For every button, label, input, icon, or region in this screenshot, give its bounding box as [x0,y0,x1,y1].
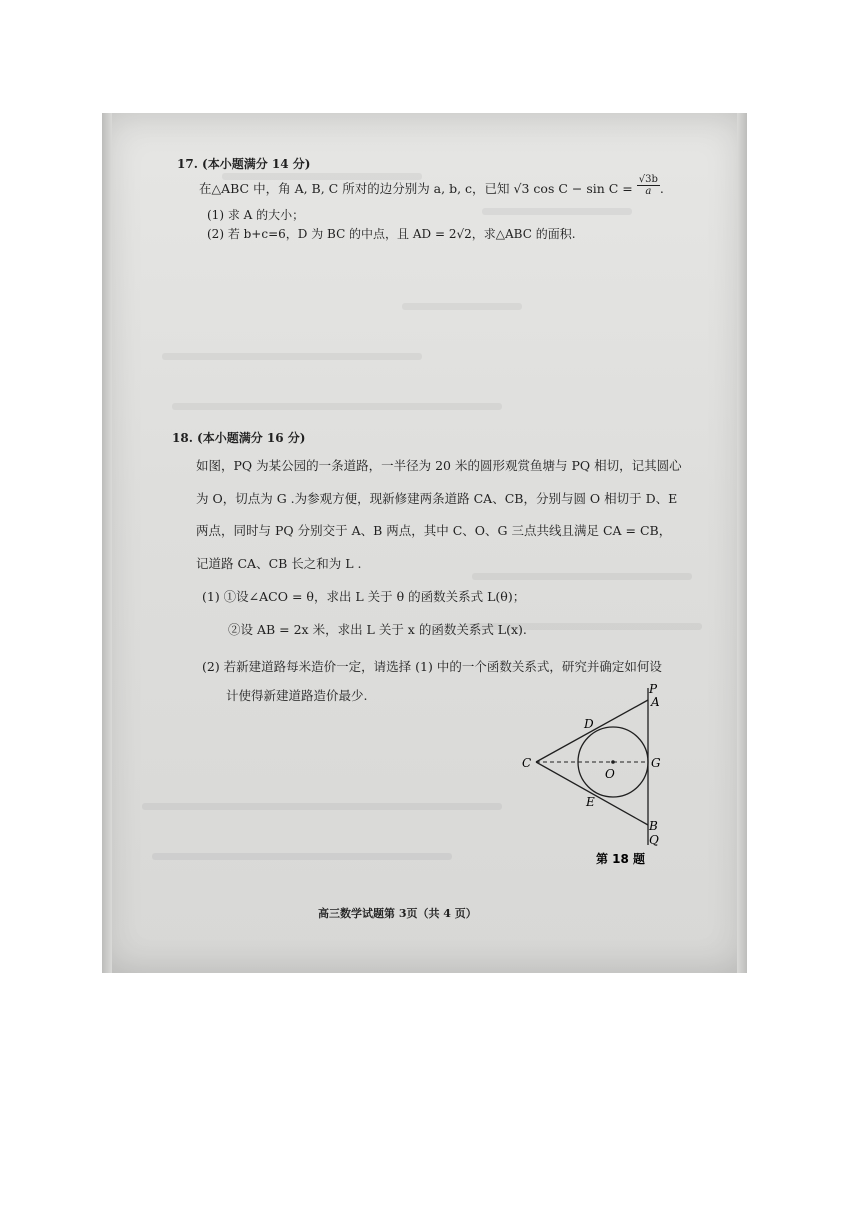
bleed-through [472,573,692,580]
center-point-o [611,760,615,764]
label-d: D [584,717,594,731]
bleed-through [172,403,502,410]
problem-17-q1: (1) 求 A 的大小； [207,208,305,222]
problem-18-q2-cont: 计使得新建道路造价最少. [226,688,368,703]
fraction-denominator: a [645,186,652,197]
label-e: E [586,795,595,809]
bleed-through [482,208,632,215]
problem-17-stem-text: 在△ABC 中，角 A, B, C 所对的边分别为 a, b, c，已知 [199,181,510,196]
bleed-through [152,853,452,860]
label-q: Q [649,833,659,847]
figure-18 [518,680,668,870]
problem-17-formula: √3 cos C − sin C = [513,181,637,196]
bleed-through [162,353,422,360]
stem-period: . [659,181,664,196]
label-o: O [605,767,615,781]
problem-18-q2: (2) 若新建道路每米造价一定，请选择 (1) 中的一个函数关系式，研究并确定如何设 [202,659,662,674]
bleed-through [402,303,522,310]
road-cb [536,762,648,825]
page-footer: 高三数学试题第 3页（共 4 页） [318,907,477,920]
figure-caption: 第 18 题 [596,852,646,866]
road-ca [536,700,648,762]
page-shadow-right [737,113,747,973]
label-p: P [649,682,658,696]
problem-18-q1a: (1) ①设∠ACO = θ，求出 L 关于 θ 的函数关系式 L(θ)； [202,589,526,604]
geometry-diagram [518,680,668,870]
problem-18-line-3: 两点，同时与 PQ 分别交于 A、B 两点，其中 C、O、G 三点共线且满足 CA = CB， [196,523,672,538]
label-a: A [651,695,660,709]
label-c: C [522,756,532,770]
bleed-through [142,803,502,810]
label-g: G [651,756,661,770]
problem-18-line-2: 为 O，切点为 G .为参观方便，现新修建两条道路 CA、CB，分别与圆 O 相切于 D、E [196,491,678,506]
problem-17-stem [199,174,664,197]
bleed-through [222,173,422,180]
fraction [637,174,660,197]
problem-18-header: 18. (本小题满分 16 分) [172,431,306,445]
problem-18-q1b: ②设 AB = 2x 米，求出 L 关于 x 的函数关系式 L(x). [228,622,527,637]
problem-17-header: 17. (本小题满分 14 分) [177,157,311,171]
label-b: B [649,819,658,833]
problem-18-line-1: 如图，PQ 为某公园的一条道路，一半径为 20 米的圆形观赏鱼塘与 PQ 相切，记其圆心 [196,458,682,473]
fraction-numerator: √3b [638,174,658,185]
problem-17-q2: (2) 若 b+c=6，D 为 BC 的中点，且 AD = 2√2，求△ABC 的面积. [207,227,576,241]
page-shadow-left [102,113,112,973]
problem-18-line-4: 记道路 CA、CB 长之和为 L . [196,556,362,571]
